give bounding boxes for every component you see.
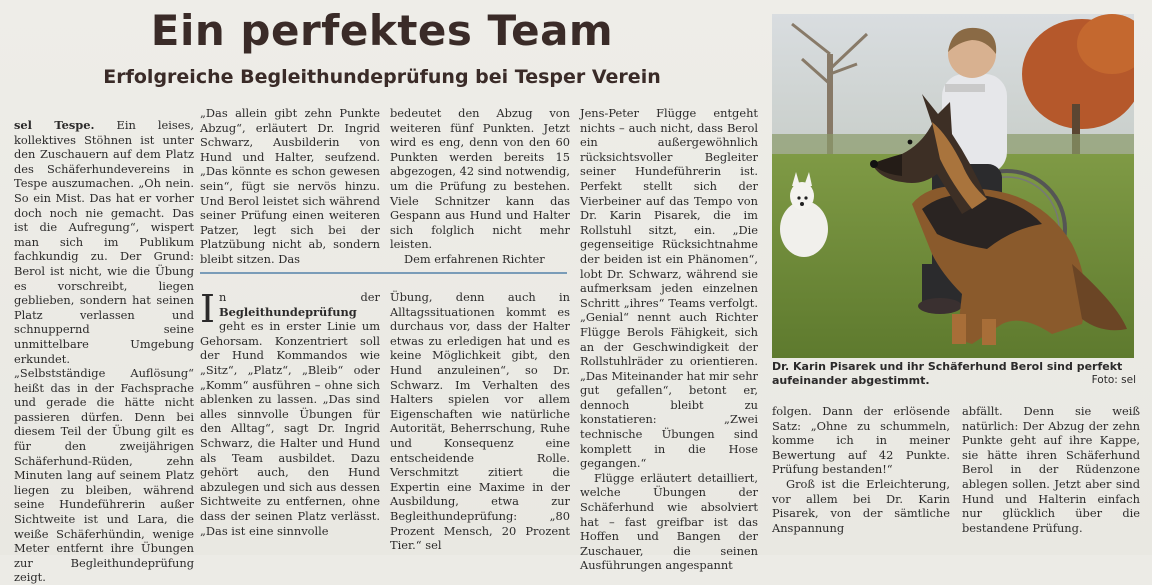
photo-credit: Foto: sel: [1091, 374, 1136, 386]
article-column-1: [14, 118, 194, 585]
infobox-rule: [200, 272, 567, 274]
paragraph: Jens-Peter Flügge entgeht nichts – auch nicht, dass Berol ein außergewöhnlich rücksichtsvoller Begleiter seiner Hundeführerin ist. Perfekt stellt sich der Vierbeiner auf das Tempo von Dr. Karin Pisarek, die im Rollstuhl sitzt, ein. „Die gegenseitige Rücksichtnahme der beiden ist ein Phänomen“, lobt Dr. Schwarz, während sie aufmerksam jeden einzelnen Schritt „ihres“ Teams verfolgt. „Genial“ nennt auch Richter Flügge Berols Fähigkeit, sich an der Geschwindigkeit der Rollstuhlräder zu orientieren. „Das Miteinander hat mir sehr gut gefallen“, betont er, dennoch bleibt zu konstatieren: „Zwei technische Übungen sind komplett in die Hose gegangen.“: [580, 106, 758, 471]
article-column-4: [580, 106, 758, 573]
paragraph: „Das allein gibt zehn Punkte Abzug“, erläutert Dr. Ingrid Schwarz, Ausbilderin von Hund und Halter, seufzend. „Das könnte es schon gewesen sein“, fügt sie nervös hinzu. Und Berol leistet sich während seiner Prüfung einen weiteren Patzer, legt sich bei der Platzübung nicht ab, sondern bleibt sitzen. Das: [200, 106, 380, 266]
article-column-3: [390, 106, 570, 267]
article-photo: [772, 14, 1134, 358]
paragraph: Dem erfahrenen Richter: [404, 251, 545, 266]
paragraph: Übung, denn auch in Alltagssituationen kommt es durchaus vor, dass der Halter etwas zu erledigen hat und es keine Möglichkeit gibt, den Hund anzuleinen“, so Dr. Schwarz. Im Verhalten des Halters spielen vor allem Eigenschaften wie natürliche Autorität, Beherrschung, Ruhe und Konsequenz eine entscheidende Rolle. Verschmitzt zitiert die Expertin eine Maxime in der Ausbildung, etwa zur Begleithundeprüfung: „80 Prozent Mensch, 20 Prozent Tier.“ sel: [390, 290, 570, 553]
infobox-column-2: [390, 290, 570, 553]
infobox-keyword: Begleithundeprüfung: [219, 304, 357, 319]
paragraph: [200, 287, 380, 538]
drop-cap: I: [200, 287, 216, 331]
photo-illustration: [772, 14, 1134, 358]
paragraph: bedeutet den Abzug von weiteren fünf Punkten. Jetzt wird es eng, denn von den 60 Punkten werden bereits 15 abgezogen, 42 sind notwendig, um die Prüfung zu bestehen. Viele Schnitzer kann das Gespann aus Hund und Halter sich folglich nicht mehr leisten.: [390, 106, 570, 252]
dateline: sel Tespe.: [14, 118, 95, 132]
paragraph: [14, 118, 194, 366]
paragraph-text: Ein leises, kollektives Stöhnen ist unter den Zuschauern auf dem Platz des Schäferhundevereins in Tespe auszumachen. „Oh nein. So ein Mist. Das hat er vorher doch noch nie gemacht. Das ist die Aufregung“, wispert man sich im Publikum fachkundig zu. Der Grund: Berol ist nicht, wie die Übung es vorschreibt, liegen geblieben, sondern hat seinen Platz verlassen und schnuppernd seine unmittelbare Umgebung erkundet.: [14, 118, 194, 366]
paragraph: „Selbstständige Auflösung“ heißt das in der Fachsprache und gerade die hätte nicht passieren dürfen. Denn bei diesem Teil der Übung gilt es für den zweijährigen Schäferhund-Rüden, zehn Minuten lang auf seinem Platz liegen zu bleiben, während seine Hundeführerin außer Sichtweite ist und Lara, die weiße Schäferhündin, wenige Meter entfernt ihre Übungen zur Begleithundeprüfung zeigt.: [14, 366, 194, 585]
photo-caption: Dr. Karin Pisarek und ihr Schäferhund Berol sind perfekt aufeinander abgestimmt.: [772, 360, 1123, 387]
article-column-2: [200, 106, 380, 267]
paragraph-text: geht es in erster Linie um Gehorsam. Konzentriert soll der Hund Kommandos wie „Sitz“, „Platz“, „Bleib“ oder „Komm“ ausführen – ohne sich ablenken zu lassen. „Das sind alles sinnvolle Übungen für den Alltag“, sagt Dr. Ingrid Schwarz, die Halter und Hund als Team ausbildet. Dazu gehört auch, den Hund abzulegen und sich aus dessen Sichtweite zu entfernen, ohne dass der seinen Platz verlässt. „Das ist eine sinnvolle: [200, 319, 380, 538]
paragraph: Groß ist die Erleichterung, vor allem bei Dr. Karin Pisarek, von der sämtliche Anspannung: [772, 476, 950, 535]
subheadline: Erfolgreiche Begleithundeprüfung bei Tesper Verein: [103, 66, 661, 88]
paragraph: folgen. Dann der erlösende Satz: „Ohne zu schummeln, komme ich in meiner Bewertung auf 42 Punkte. Prüfung bestanden!“: [772, 404, 950, 477]
paragraph: abfällt. Denn sie weiß natürlich: Der Abzug der zehn Punkte geht auf ihre Kappe, sie hätte ihren Schäferhund Berol in der Rüdenzone ablegen sollen. Jetzt aber sind Hund und Halterin einfach nur glücklich über die bestandene Prüfung.: [962, 404, 1140, 535]
article-column-5: [772, 404, 950, 535]
infobox-column-1: [200, 287, 380, 538]
article-column-6: [962, 404, 1140, 535]
paragraph: Flügge erläutert detailliert, welche Übungen der Schäferhund wie absolviert hat – fast greifbar ist das Hoffen und Bangen der Zuschauer, die seinen Ausführungen angespannt: [580, 470, 758, 573]
infobox-lead: n der: [219, 290, 380, 304]
headline: Ein perfektes Team: [150, 6, 614, 55]
